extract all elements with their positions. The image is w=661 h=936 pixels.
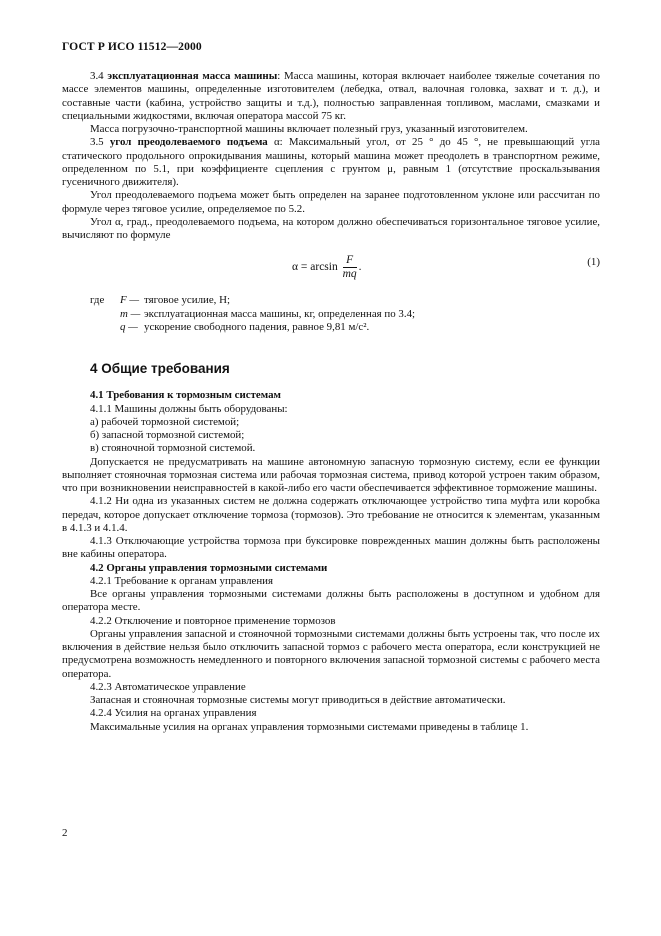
paragraph: Максимальные усилия на органах управления тормозными системами приведены в таблице 1. <box>90 720 529 733</box>
paragraph: 4.2.3 Автоматическое управление <box>90 680 246 693</box>
running-header: ГОСТ Р ИСО 11512—2000 <box>62 40 202 53</box>
clause-number: 3.5 <box>90 136 104 149</box>
formula-end: . <box>358 261 362 274</box>
fraction-numerator: F <box>343 254 357 268</box>
term: эксплуатационная масса машины <box>107 70 278 82</box>
subsection-title: Требования к тормозным системам <box>106 389 281 402</box>
paragraph: Все органы управления тормозными системами должны быть расположены в доступном и удобном для оператора месте. <box>62 588 600 614</box>
term: угол преодолеваемого подъема <box>109 136 268 149</box>
legend-symbol: q — <box>120 320 138 333</box>
paragraph: 4.2.4 Усилия на органах управления <box>90 707 257 720</box>
formula-lhs: α = arcsin <box>292 261 338 274</box>
subsection-number: 4.2 <box>90 561 104 574</box>
page-number: 2 <box>62 827 68 839</box>
paragraph: 4.1.3 Отключающие устройства тормоза при буксировке поврежденных машин должны быть расположены вне кабины оператора. <box>62 535 600 561</box>
formula-1 <box>62 246 600 286</box>
definition: α: Максимальный угол, от 25 ° до 45 °, не превышающий угла статического продольного опрокидывания машины, который машина может преодолеть в транспортном режиме, определенном по 5.1, при коэффициенте сцепления с грунтом μ, равным 1 (отсутствие проскальзывания гусеничного движителя). <box>62 136 600 188</box>
legend-symbol: m — <box>120 307 141 320</box>
subsection-title: Органы управления тормозными системами <box>106 561 328 574</box>
formula-legend <box>90 294 600 334</box>
legend-text: ускорение свободного падения, равное 9,81 м/с². <box>144 320 370 333</box>
paragraph: Органы управления запасной и стояночной тормозными системами должны быть устроены так, что после их включения в действие нельзя было отключить запасной тормоз с рабочего места оператора, если конструкцией не предусмотрена возможность немедленного и повторного включения запасной тормозной системы с рабочего места оператора. <box>62 627 600 680</box>
page-body <box>62 70 600 734</box>
list-item: б) запасной тормозной системой; <box>90 429 245 441</box>
subsection-number: 4.1 <box>90 389 104 402</box>
paragraph: Допускается не предусматривать на машине автономную запасную тормозную систему, если ее функции выполняет стояночная тормозная система или рабочая тормозная система, привод которой устроен таким образом, что при возникновении неисправностей в какой-либо его части обеспечивается эффективное торможение машины. <box>62 455 600 494</box>
paragraph: Масса погрузочно-транспортной машины включает полезный груз, указанный изготовителем. <box>90 123 528 135</box>
subsection-heading <box>62 562 600 575</box>
definition: : Масса машины, которая включает наиболее тяжелые сочетания по массе элементов машины, определенные изготовителем (лебедка, отвал, валочная головка, захват и т. д.), и составные части (кабина, устройство защиты и т.д.), полностью заправленная топливом, маслами, смазками и специальными жидкостями, включая оператора массой 75 кг. <box>62 70 600 122</box>
formula-expression <box>292 254 362 281</box>
fraction <box>343 254 357 281</box>
legend-row <box>90 308 600 321</box>
list-item: в) стояночной тормозной системой. <box>90 442 256 455</box>
clause-3-4 <box>62 70 600 123</box>
paragraph: Запасная и стояночная тормозные системы могут приводиться в действие автоматически. <box>90 694 506 706</box>
legend-row <box>90 294 600 307</box>
paragraph: 4.2.1 Требование к органам управления <box>90 574 274 587</box>
legend-text: тяговое усилие, Н; <box>144 294 231 307</box>
formula-number: (1) <box>587 256 600 269</box>
paragraph: Угол α, град., преодолеваемого подъема, на котором должно обеспечиваться горизонтальное тяговое усилие, вычисляют по формуле <box>62 215 600 241</box>
legend-symbol: F — <box>120 294 140 307</box>
legend-lead: где <box>90 294 105 307</box>
paragraph: 4.2.2 Отключение и повторное применение тормозов <box>90 614 336 627</box>
legend-row <box>90 321 600 334</box>
fraction-denominator: mq <box>342 268 357 281</box>
paragraph: 4.1.2 Ни одна из указанных систем не должна содержать отключающее устройство типа муфта или коробка передач, которое допускает отключение тормоза (тормозов). Это требование не относится к элементам, указанным в 4.1.3 и 4.1.4. <box>62 495 600 534</box>
subsection-heading <box>62 389 600 402</box>
paragraph: Угол преодолеваемого подъема может быть определен на заранее подготовленном уклоне или рассчитан по формуле через тяговое усилие, определяемое по 5.2. <box>62 189 600 215</box>
clause-number: 3.4 <box>90 70 104 82</box>
section-heading: 4 Общие требования <box>90 361 230 376</box>
clause-3-5 <box>62 136 600 189</box>
paragraph: 4.1.1 Машины должны быть оборудованы: <box>90 402 288 415</box>
legend-text: эксплуатационная масса машины, кг, определенная по 3.4; <box>144 307 416 320</box>
list-item: а) рабочей тормозной системой; <box>90 415 240 428</box>
